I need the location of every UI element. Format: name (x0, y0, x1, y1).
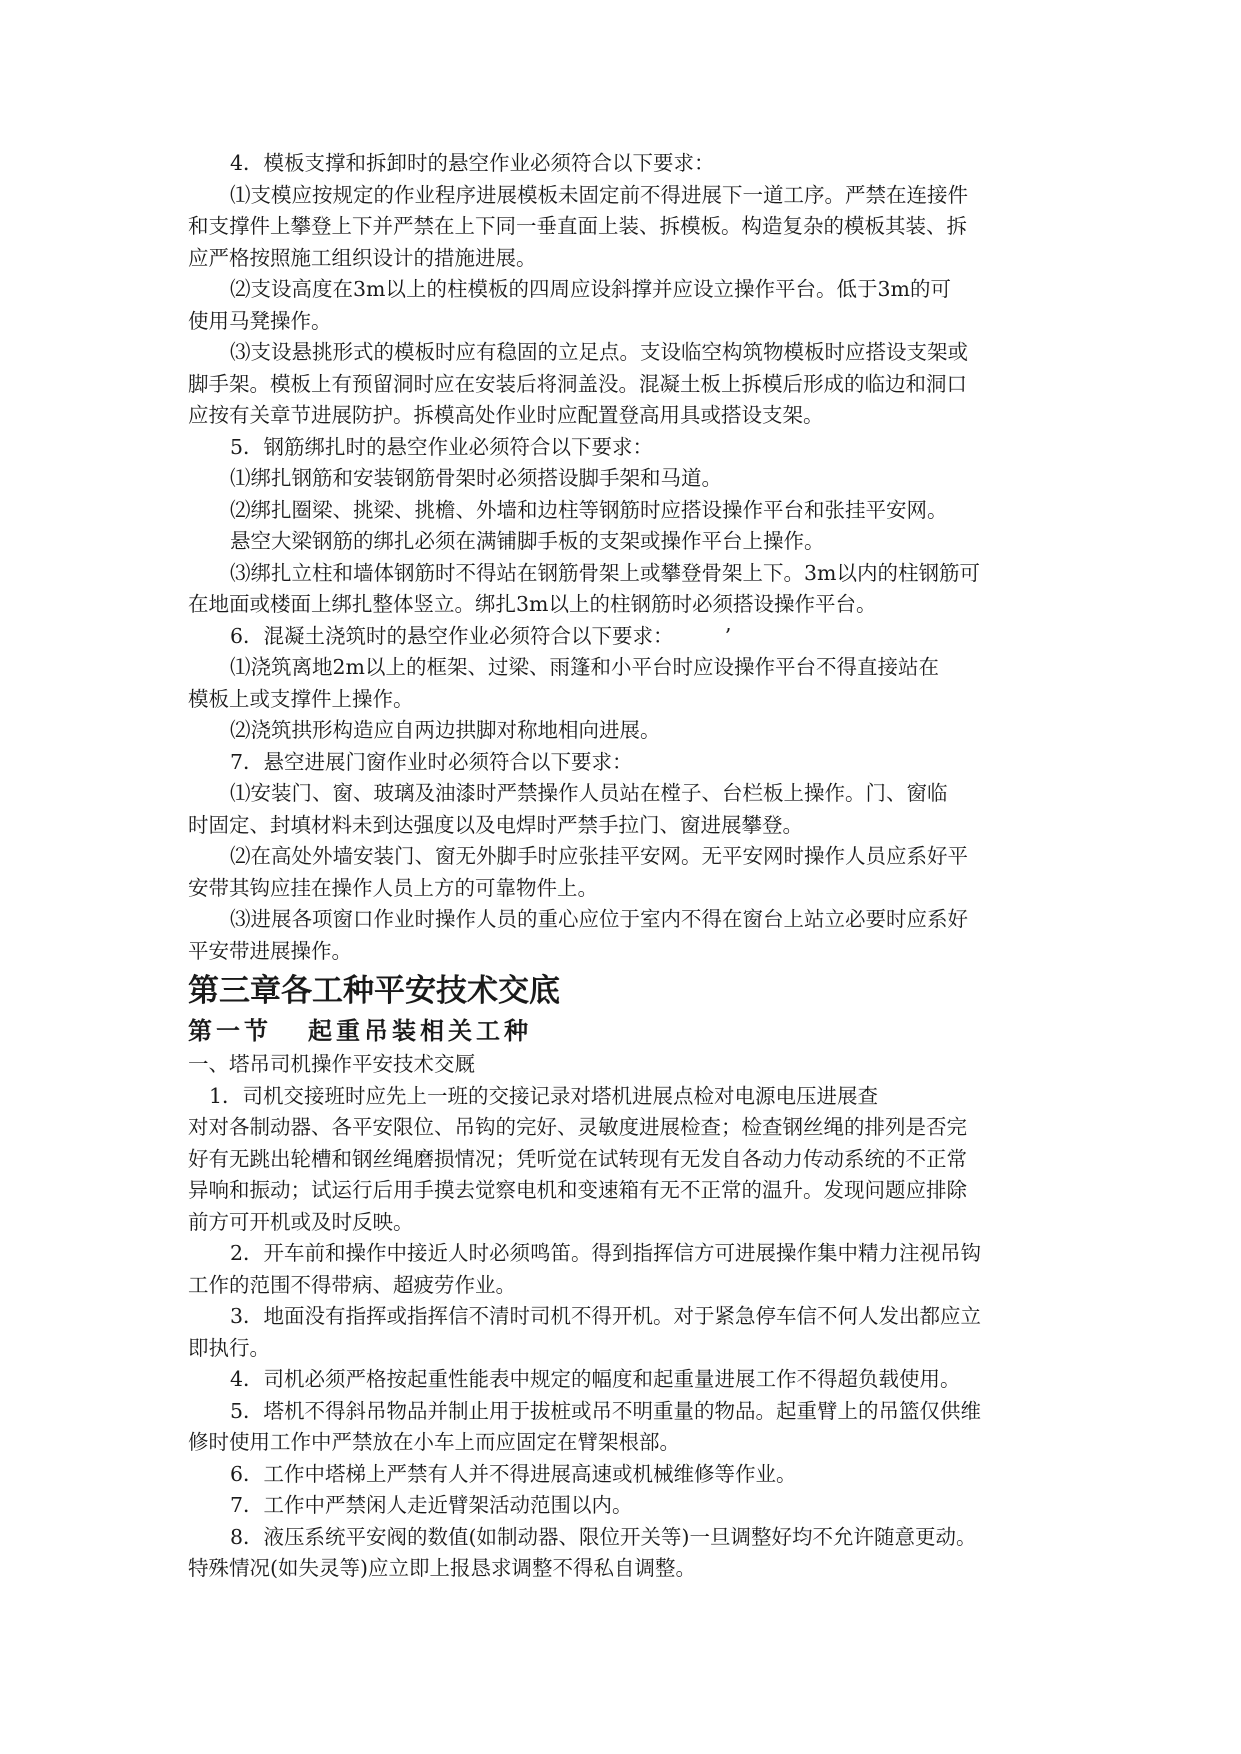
section-title (188, 1013, 1068, 1049)
paragraph-line: 脚手架。模板上有预留洞时应在安装后将洞盖没。混凝土板上拆模后形成的临边和洞口 (188, 371, 967, 396)
paragraph-line: 5．钢筋绑扎时的悬空作业必须符合以下要求： (230, 434, 654, 459)
paragraph-line: 5．塔机不得斜吊物品并制止用于拔桩或吊不明重量的物品。起重臂上的吊篮仅供维 (230, 1398, 982, 1423)
paragraph-line: 特殊情况(如失灵等)应立即上报恳求调整不得私自调整。 (188, 1556, 696, 1580)
document-page (188, 148, 1068, 1585)
section-name: 起重吊装相关工种 (308, 1016, 532, 1045)
paragraph-line: 即执行。 (188, 1335, 270, 1360)
paragraph-line: 3．地面没有指挥或指挥信不清时司机不得开机。对于紧急停车信不何人发出都应立 (230, 1304, 982, 1328)
paragraph-line: 异响和振动；试运行后用手摸去觉察电机和变速箱有无不正常的温升。发现问题应排除 (188, 1178, 967, 1202)
paragraph-line: 平安带进展操作。 (188, 938, 352, 963)
paragraph-line: 1．司机交接班时应先上一班的交接记录对塔机进展点检对电源电压进展查 (209, 1083, 879, 1108)
paragraph-line: 时固定、封填材料未到达强度以及电焊时严禁手拉门、窗进展攀登。 (188, 812, 803, 837)
paragraph-line: ⑶绑扎立柱和墙体钢筋时不得站在钢筋骨架上或攀登骨架上下。3m以内的柱钢筋可 (230, 560, 980, 585)
section-number: 第一节 (188, 1016, 272, 1045)
paragraph-line: 6．工作中塔梯上严禁有人并不得进展高速或机械维修等作业。 (230, 1461, 797, 1486)
paragraph-line: 好有无跳出轮槽和钢丝绳磨损情况；凭听觉在试转现有无发自各动力传动系统的不正常 (188, 1146, 967, 1171)
paragraph-line: ⑴安装门、窗、玻璃及油漆时严禁操作人员站在樘子、台栏板上操作。门、窗临 (230, 781, 948, 805)
paragraph-line: ⑴绑扎钢筋和安装钢筋骨架时必须搭设脚手架和马道。 (230, 466, 722, 490)
paragraph-line: 修时使用工作中严禁放在小车上而应固定在臂架根部。 (188, 1430, 680, 1454)
paragraph-line: 在地面或楼面上绑扎整体竖立。绑扎3m以上的柱钢筋时必须搭设操作平台。 (188, 592, 877, 616)
paragraph-line: 对对各制动器、各平安限位、吊钩的完好、灵敏度进展检查；检查钢丝绳的排列是否完 (188, 1115, 967, 1139)
paragraph-line: 4．模板支撑和拆卸时的悬空作业必须符合以下要求： (230, 151, 715, 175)
subsection-title: 一、塔吊司机操作平安技术交厩 (188, 1052, 475, 1076)
paragraph-line: 6．混凝土浇筑时的悬空作业必须符合以下要求： ’ (230, 623, 732, 648)
body-text-block-formwork (188, 148, 1068, 967)
paragraph-line: ⑴浇筑离地2m以上的框架、过梁、雨篷和小平台时应设操作平台不得直接站在 (230, 655, 939, 679)
paragraph-line: 前方可开机或及时反映。 (188, 1209, 414, 1234)
paragraph-line: 悬空大梁钢筋的绑扎必须在满铺脚手板的支架或操作平台上操作。 (230, 529, 825, 553)
paragraph-line: ⑵绑扎圈梁、挑梁、挑檐、外墙和边柱等钢筋时应搭设操作平台和张挂平安网。 (230, 497, 948, 522)
paragraph-line: 工作的范围不得带病、超疲劳作业。 (188, 1272, 516, 1297)
paragraph-line: 8．液压系统平安阀的数值(如制动器、限位开关等)一旦调整好均不允许随意更动。 (230, 1524, 977, 1549)
paragraph-line: 2．开车前和操作中接近人时必须鸣笛。得到指挥信方可进展操作集中精力注视吊钩 (230, 1241, 982, 1265)
chapter-title: 第三章各工种平安技术交底 (188, 973, 560, 1009)
paragraph-line: 7．工作中严禁闲人走近臂架活动范围以内。 (230, 1493, 633, 1517)
paragraph-line: ⑵在高处外墙安装门、窗无外脚手时应张挂平安网。无平安网时操作人员应系好平 (230, 844, 968, 868)
paragraph-line: 4．司机必须严格按起重性能表中规定的幅度和起重量进展工作不得超负载使用。 (230, 1367, 961, 1391)
paragraph-line: ⑵支设高度在3m以上的柱模板的四周应设斜撑并应设立操作平台。低于3m的可 (230, 277, 951, 301)
paragraph-line: ⑶进展各项窗口作业时操作人员的重心应位于室内不得在窗台上站立必要时应系好 (230, 907, 968, 931)
paragraph-line: 安带其钩应挂在操作人员上方的可靠物件上。 (188, 875, 598, 900)
paragraph-line: ⑵浇筑拱形构造应自两边拱脚对称地相向进展。 (230, 718, 661, 742)
paragraph-line: ⑶支设悬挑形式的模板时应有稳固的立足点。支设临空构筑物模板时应搭设支架或 (230, 340, 968, 364)
paragraph-line: 和支撑件上攀登上下并严禁在上下同一垂直面上装、拆模板。构造复杂的模板其装、拆 (188, 214, 967, 238)
paragraph-line: 模板上或支撑件上操作。 (188, 686, 414, 711)
paragraph-line: 7．悬空进展门窗作业时必须符合以下要求： (230, 749, 633, 774)
paragraph-line: 应严格按照施工组织设计的措施进展。 (188, 245, 537, 270)
paragraph-line: 应按有关章节进展防护。拆模高处作业时应配置登高用具或搭设支架。 (188, 403, 824, 427)
paragraph-line: ⑴支模应按规定的作业程序进展模板未固定前不得进展下一道工序。严禁在连接件 (230, 182, 968, 207)
paragraph-line: 使用马凳操作。 (188, 308, 332, 333)
body-text-block-crane (188, 1081, 1068, 1585)
